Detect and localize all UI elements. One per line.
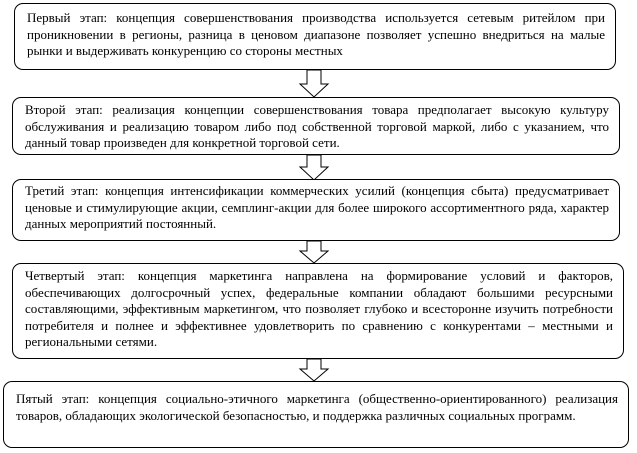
down-arrow-icon: [300, 359, 328, 382]
stage-4-box: [12, 263, 624, 359]
stage-1-text: Первый этап: концепция совершенствования производства используется сетевым ритейлом при проникновении в регионы, разница в ценовом диапазоне позволяет успешно внедриться на малые рынки и выдерживать конкуренцию со стороны местных: [27, 10, 605, 58]
stage-2-text: Второй этап: реализация концепции совершенствования товара предполагает высокую культуру обслуживания и реализацию товаром либо под собственной торговой маркой, либо с указанием, что данный товар произведен для конкретной торговой сети.: [25, 102, 609, 150]
stage-1-box: [14, 3, 616, 70]
stage-5-text: Пятый этап: концепция социально-этичного маркетинга (общественно-ориентированного) реализация товаров, обладающих экологической безопасностью, и поддержка различных социальных программ.: [16, 391, 618, 423]
stage-2-box: [12, 97, 620, 155]
down-arrow-1: [300, 70, 328, 98]
down-arrow-icon: [300, 241, 328, 264]
down-arrow-icon: [300, 155, 328, 181]
down-arrow-icon: [300, 70, 328, 98]
stage-4-text: Четвертый этап: концепция маркетинга направлена на формирование условий и факторов, обеспечивающих долгосрочный успех, федеральные компании обладают большими ресурсными составляющими, эффективным маркетингом, что позволяет глубоко и всесторонне изучить потребности потребителя и полнее и эффективнее удовлетворить по сравнению с конкурентами – местными и региональными сетями.: [25, 268, 613, 349]
stage-3-text: Третий этап: концепция интенсификации коммерческих усилий (концепция сбыта) предусматривает ценовые и стимулирующие акции, семплинг-акции для более широкого ассортиментного ряда, характер данных мероприятий постоянный.: [25, 183, 609, 231]
stage-3-box: [12, 179, 620, 241]
stage-5-box: [3, 381, 629, 448]
